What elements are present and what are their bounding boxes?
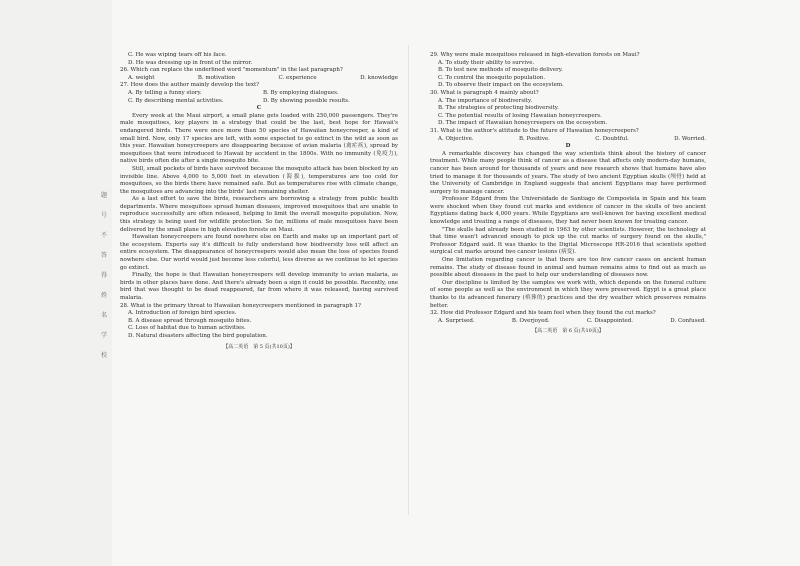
passage-paragraph: Finally, the hope is that Hawaiian honeycreepers will develop immunity to avian malaria, as birds in other places have done. And there's already been a sign it could be possible. Recently, one bird that was thought to be dead reappeared, far from where it was released, having survived malaria. <box>120 272 398 301</box>
margin-label: 名 <box>100 312 107 319</box>
option: B. Positive. <box>518 135 550 142</box>
margin-label: 得 <box>100 272 107 279</box>
binding-margin <box>0 0 112 566</box>
option: C. To control the mosquito population. <box>438 74 546 81</box>
question-26-options <box>120 75 398 83</box>
option: A. The importance of biodiversity. <box>438 97 533 104</box>
question-32: 32. How did Professor Edgard and his team feel when they found the cut marks? <box>430 310 656 317</box>
option: B. The strategies of protecting biodiversity. <box>438 105 559 112</box>
option: B. A disease spread through mosquito bites. <box>128 317 252 324</box>
option: D. He was dressing up in front of the mirror. <box>128 59 253 66</box>
page-fold <box>408 45 409 515</box>
option: D. Worried. <box>674 135 706 142</box>
margin-label: 姓 <box>100 292 107 299</box>
margin-label: 不 <box>100 232 107 239</box>
option: A. Objective. <box>438 135 474 142</box>
margin-label: 校 <box>100 352 107 359</box>
passage-paragraph: Still, small pockets of birds have survived because the mosquito attack has been blocked by an invisible line. Above 4,000 to 5,000 feet in elevation (海拔), temperatures are too cold for mosquitoes, so the birds there have remained safe. But as temperatures rise with climate change, the mosquitoes are advancing into the birds' last remaining shelter. <box>120 165 398 195</box>
page-footer: 【高二英语 第 6 页(共10页)】 <box>532 328 604 335</box>
margin-label: 号 <box>100 212 107 219</box>
option: C. Disappointed. <box>586 317 634 324</box>
page-5 <box>120 52 398 351</box>
option: D. Natural disasters affecting the bird population. <box>128 332 268 339</box>
option: A. To study their ability to survive. <box>438 59 535 66</box>
section-heading: D <box>565 143 571 150</box>
option: D. The impact of Hawaiian honeycreepers on the ecosystem. <box>438 120 608 127</box>
question-28: 28. What is the primary threat to Hawaiian honeycreepers mentioned in paragraph 1? <box>120 302 361 309</box>
option: B. motivation <box>197 74 236 81</box>
passage-paragraph: One limitation regarding cancer is that there are too few cancer cases on ancient human remains. The study of disease found in animal and human remains aims to find out as much as possible about diseases in the past to help our understanding of diseases now. <box>430 257 706 279</box>
option: D. knowledge <box>360 74 398 81</box>
margin-label: 答 <box>100 252 107 259</box>
option: C. Doubtful. <box>595 135 629 142</box>
option: D. To observe their impact on the ecosystem. <box>438 82 564 89</box>
option: C. The potential results of losing Hawaiian honeycreepers. <box>438 112 602 119</box>
option: C. experience <box>278 74 317 81</box>
option: A. weight <box>128 74 155 81</box>
question-27: 27. How does the author mainly develop the text? <box>120 82 260 89</box>
section-heading: C <box>256 105 262 112</box>
passage-paragraph: As a last effort to save the birds, researchers are borrowing a strategy from public health departments. Where mosquitoes spread human diseases, improved mosquitoes that are unable to reproduce successfully are often released, helping to limit the overall mosquito population. Now, this strategy is being used for wildlife protection. So far, millions of male mosquitoes have been delivered by the small plane in high elevation forests on Maui. <box>120 196 398 233</box>
question-31-options <box>430 136 706 144</box>
option: B. By employing dialogues. <box>263 89 339 96</box>
option: B. To test new methods of mosquito delivery. <box>438 67 563 74</box>
page-6 <box>430 52 706 336</box>
option: C. By describing mental activities. <box>128 97 224 104</box>
option: D. By showing possible results. <box>263 97 350 104</box>
question-29: 29. Why were male mosquitoes released in high-elevation forests on Maui? <box>430 52 640 58</box>
passage-paragraph: A remarkable discovery has changed the way scientists think about the history of cancer treatment. While many people think of cancer as a disease that affects only modern-day humans, cancer has been around for thousands of years and new research shows that humans have also tried to manage it for thousands of years. The study of two ancient Egyptian skulls (颅骨) held at the University of Cambridge in England suggests that ancient Egyptians may have performed surgery to manage cancer. <box>430 150 706 195</box>
option: A. Introduction of foreign bird species. <box>128 310 237 317</box>
page-footer: 【高二英语 第 5 页(共10页)】 <box>223 343 295 350</box>
margin-label: 题 <box>100 192 107 199</box>
question-30: 30. What is paragraph 4 mainly about? <box>430 89 539 96</box>
option: A. Surprised. <box>438 317 475 324</box>
option: A. By telling a funny story. <box>128 89 202 96</box>
question-26: 26. Which can replace the underlined word "momentum" in the last paragraph? <box>120 67 343 74</box>
passage-paragraph: Professor Edgard from the Universidade de Santiago de Compostela in Spain and his team were shocked when they found cut marks and evidence of cancer in the skulls of two ancient Egyptians dating back 4,000 years. While Egyptians are well-known for having excellent medical knowledge and treating a range of diseases, they had never been known for treating cancer. <box>430 196 706 226</box>
passage-paragraph: Every week at the Maui airport, a small plane gets loaded with 250,000 passengers. They're male mosquitoes, key players in a strategy that could be the last, best hope for Hawaii's endangered birds. There were once more than 50 species of Hawaiian honeycreeper, a kind of small bird. Now, only 17 species are left, with some expected to go extinct in the wild as soon as this year. Hawaiian honeycreepers are disappearing because of avian malaria (禽疟疾), spread by mosquitoes that were introduced to Hawaii by accident in the 1800s. With no immunity (免疫力), native birds often die after a single mosquito bite. <box>120 112 398 165</box>
passage-paragraph: Hawaiian honeycreepers are found nowhere else on Earth and make up an important part of the ecosystem. Experts say it's difficult to fully understand how biodiversity loss will affect an entire ecosystem. The disappearance of honeycreepers would also mean the loss of species found nowhere else. Our world would just become less colorful, less diverse as we continue to let species go extinct. <box>120 234 398 271</box>
option: C. He was wiping tears off his face. <box>128 52 227 58</box>
question-27-options <box>120 90 398 105</box>
margin-label: 学 <box>100 332 107 339</box>
question-32-options <box>430 318 706 326</box>
question-31: 31. What is the author's attitude to the future of Hawaiian honeycreepers? <box>430 127 639 134</box>
option: B. Overjoyed. <box>511 317 550 324</box>
option: D. Confused. <box>670 317 706 324</box>
option: C. Loss of habitat due to human activities. <box>128 325 246 332</box>
passage-paragraph: Our discipline is limited by the samples we work with, which depends on the funeral culture of some people as well as the environment in which they were preserved. Egypt is a great place thanks to its advanced funerary (殡葬的) practices and the dry weather which preserves remains better. <box>430 279 706 309</box>
passage-paragraph: "The skulls had already been studied in 1963 by other scientists. However, the technology at that time wasn't advanced enough to pick up the cut marks of surgery found on the skulls," Professor Edgard said. It was thanks to the Digital Microscope HR-2016 that scientists spotted surgical cut marks around two cancer lesions (病变). <box>430 226 706 256</box>
